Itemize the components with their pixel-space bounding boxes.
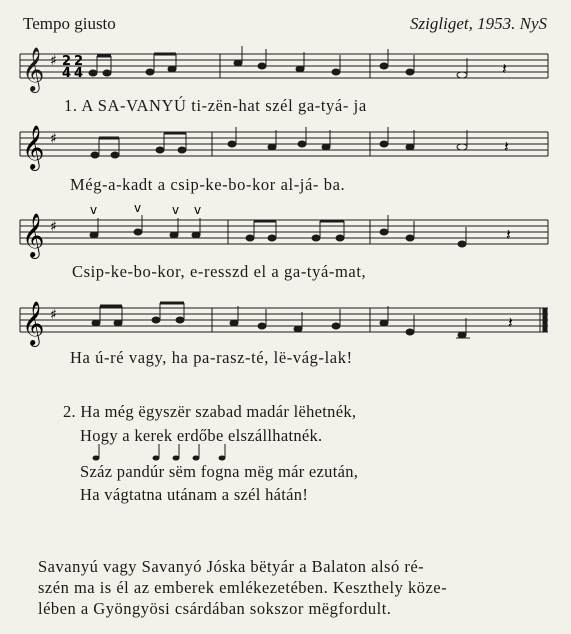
treble-clef-icon: 𝄞 bbox=[22, 301, 45, 345]
treble-clef-icon: 𝄞 bbox=[22, 213, 45, 257]
svg-text:v: v bbox=[172, 203, 180, 217]
note-line-3: lében a Gyöngyösi csárdában sokszor mëgfordult. bbox=[38, 599, 392, 618]
rest-icon: 𝄽 bbox=[508, 313, 513, 332]
time-signature-bottom: 4 bbox=[62, 66, 72, 81]
verse-2-line-4: Ha vágtatna utánam a szél hátán! bbox=[80, 485, 309, 504]
sharp-icon: ♯ bbox=[50, 53, 57, 69]
rest-icon: 𝄽 bbox=[502, 59, 507, 78]
staff-3 bbox=[0, 202, 571, 262]
time-signature-top: 2 bbox=[62, 54, 72, 69]
sharp-icon: ♯ bbox=[50, 307, 57, 323]
treble-clef-icon: 𝄞 bbox=[22, 125, 45, 169]
note-line-1: Savanyú vagy Savanyó Jóska bëtyár a Balaton alsó ré- bbox=[38, 557, 425, 576]
lyric-line-2: Még-a-kadt a csip-ke-bo-kor al-já- ba. bbox=[70, 175, 346, 194]
staff-2 bbox=[0, 122, 571, 174]
svg-text:2: 2 bbox=[74, 54, 84, 69]
grace-notes bbox=[0, 440, 571, 464]
sharp-icon: ♯ bbox=[50, 131, 57, 147]
verse-2-line-3: Száz pandúr sëm fogna mëg már ezután, bbox=[80, 462, 359, 481]
note-line-2: szén ma is él az emberek emlékezetében. Keszthely köze- bbox=[38, 578, 448, 597]
lyric-line-3: Csip-ke-bo-kor, e-resszd el a ga-tyá-mat, bbox=[72, 262, 367, 281]
tempo-marking: Tempo giusto bbox=[23, 14, 116, 33]
verse-2-line-1: 2. Ha még ëgyszër szabad madár lëhetnék, bbox=[63, 402, 357, 421]
staff-4 bbox=[0, 290, 571, 350]
svg-text:v: v bbox=[134, 202, 142, 215]
svg-text:4: 4 bbox=[74, 66, 84, 81]
svg-text:v: v bbox=[194, 203, 202, 217]
staff-1 bbox=[0, 44, 571, 96]
rest-icon: 𝄽 bbox=[504, 137, 509, 156]
source-attribution: Szigliget, 1953. NyS bbox=[410, 14, 547, 33]
lyric-line-1: 1. A SA-VANYÚ ti-zën-hat szél ga-tyá- ja bbox=[64, 96, 367, 115]
lyric-line-4: Ha ú-ré vagy, ha pa-rasz-té, lë-vág-lak! bbox=[70, 348, 353, 367]
rest-icon: 𝄽 bbox=[506, 225, 511, 244]
accent-mark: v bbox=[90, 203, 98, 217]
sharp-icon: ♯ bbox=[50, 219, 57, 235]
verse-2-line-2: Hogy a kerek erdőbe elszállhatnék. bbox=[80, 426, 323, 445]
treble-clef-icon: 𝄞 bbox=[22, 47, 45, 91]
